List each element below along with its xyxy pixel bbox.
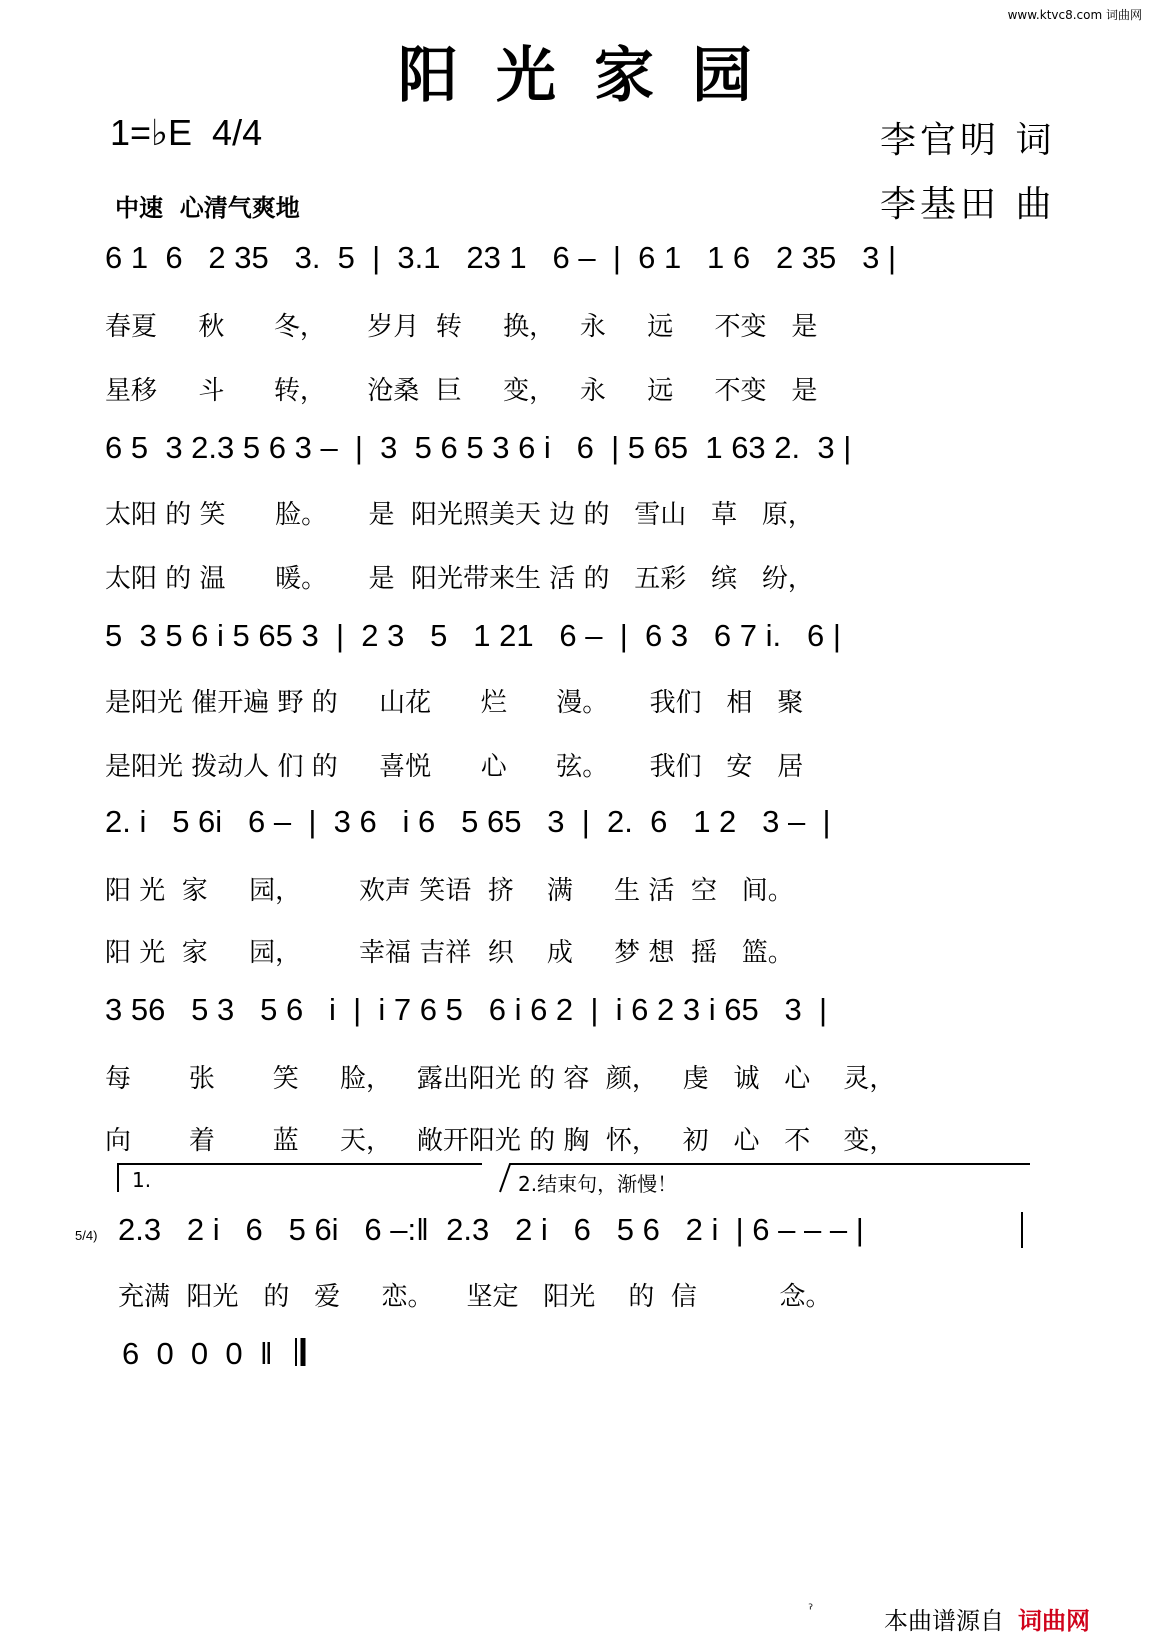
lyric-line: 每 张 笑 脸， 露出阳光 的 容 颜， 虔 诚 心 灵， — [105, 1064, 896, 1094]
key-signature: 1=♭E 4/4 — [110, 112, 263, 153]
lyric-line: 充满 阳光 的 爱 恋。 坚定 阳光 的 信 念。 — [118, 1282, 832, 1312]
lyric-line: 是阳光 催开遍 野 的 山花 烂 漫。 我们 相 聚 — [105, 688, 804, 718]
notation-line: 6 1 6 2 35 3. 5 | 3.1 23 1 6 – | 6 1 1 6 2 35 3 | — [105, 240, 897, 275]
site-watermark: www.ktvc8.com 词曲网 — [1007, 8, 1142, 22]
footer-source-text: 本曲谱源自 — [884, 1607, 1004, 1635]
song-title: 阳光家园 — [398, 41, 790, 111]
notation-line: 2.3 2 i 6 5 6i 6 –:‖ 2.3 2 i 6 5 6 2 i | 6 – – – | — [118, 1212, 864, 1247]
tempo-marking: 中速 心清气爽地 — [115, 194, 300, 222]
lyric-line: 阳 光 家 园， 欢声 笑语 挤 满 生 活 空 间。 — [105, 876, 794, 906]
notation-line: 6 5 3 2.3 5 6 3 – | 3 5 6 5 3 6 i 6 | 5 65 1 63 2. 3 | — [105, 430, 852, 465]
footer-mark: ˀ — [808, 1602, 814, 1618]
second-ending-label: 2.结束句，渐慢！ — [518, 1172, 678, 1196]
lyric-line: 太阳 的 温 暖。 是 阳光带来生 活 的 五彩 缤 纷， — [105, 564, 814, 594]
lyric-line: 星移 斗 转， 沧桑 巨 变， 永 远 不变 是 — [105, 376, 818, 406]
notation-line: 5 3 5 6 i 5 65 3 | 2 3 5 1 21 6 – | 6 3 6 7 i. 6 | — [105, 618, 841, 653]
lyricist-credit: 李官明 词 — [880, 120, 1056, 161]
footer-brand-link[interactable]: 词曲网 — [1018, 1607, 1090, 1635]
notation-line: 2. i 5 6i 6 – | 3 6 i 6 5 65 3 | 2. 6 1 2 3 – | — [105, 804, 831, 839]
lyric-line: 阳 光 家 园， 幸福 吉祥 织 成 梦 想 摇 篮。 — [105, 938, 794, 968]
lyric-line: 太阳 的 笑 脸。 是 阳光照美天 边 的 雪山 草 原， — [105, 500, 814, 530]
composer-credit: 李基田 曲 — [880, 184, 1056, 225]
notation-line: 3 56 5 3 5 6 i | i 7 6 5 6 i 6 2 | i 6 2 3 i 65 3 | — [105, 992, 828, 1027]
first-ending-label: 1. — [132, 1168, 152, 1192]
lyric-line: 向 着 蓝 天， 敞开阳光 的 胸 怀， 初 心 不 变， — [105, 1126, 896, 1156]
lyric-line: 春夏 秋 冬， 岁月 转 换， 永 远 不变 是 — [105, 312, 818, 342]
notation-line: 6 0 0 0 ‖ — [122, 1336, 273, 1371]
time-signature-change: 5/4) — [75, 1228, 98, 1243]
lyric-line: 是阳光 拨动人 们 的 喜悦 心 弦。 我们 安 居 — [105, 752, 804, 782]
